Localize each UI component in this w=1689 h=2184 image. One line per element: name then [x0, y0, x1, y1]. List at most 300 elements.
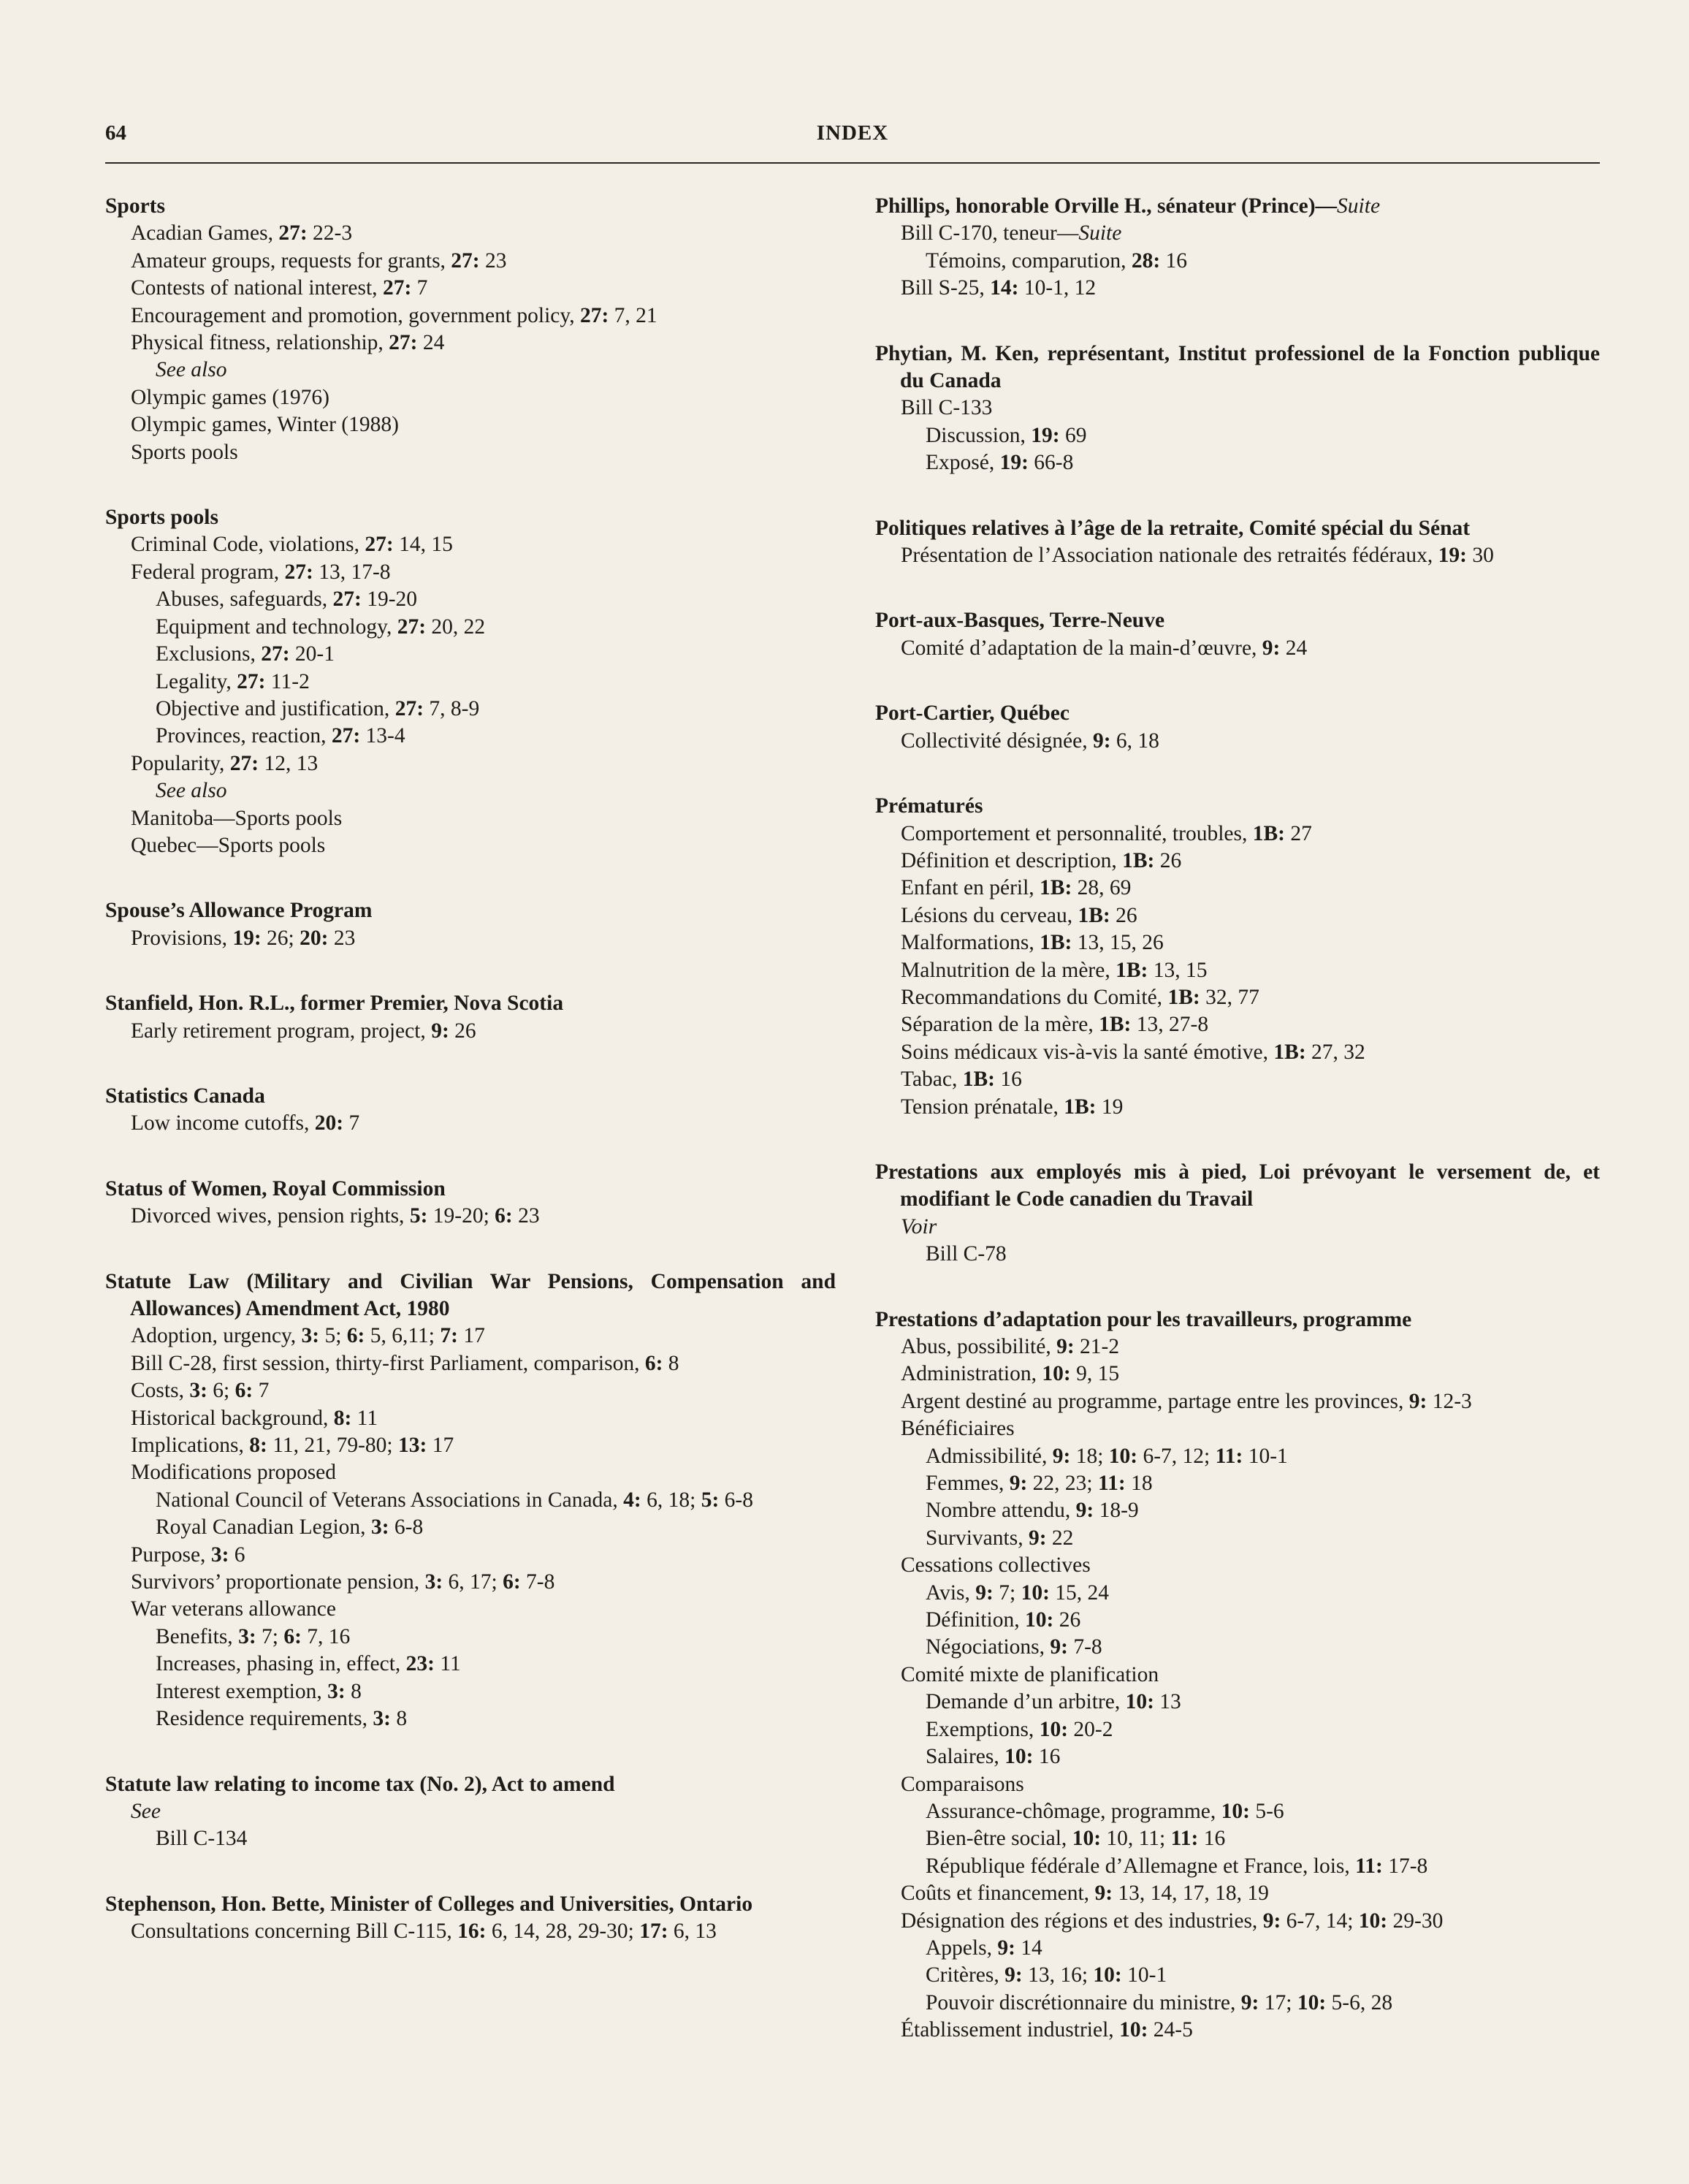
volume-ref: 3: [238, 1624, 256, 1648]
subentry-text: Nombre attendu, [926, 1499, 1076, 1523]
volume-ref: 1B: [1252, 821, 1285, 845]
index-subentry [875, 984, 1600, 1011]
subentry-text: 13, 15, 26 [1072, 931, 1164, 955]
subentry-text: Présentation de l’Association nationale des retraités fédéraux, [901, 544, 1438, 568]
index-heading-text: Statute law relating to income tax (No. 2), Act to amend [105, 1772, 615, 1796]
subentry-text: 11-2 [265, 669, 310, 693]
index-subentry [875, 929, 1600, 956]
index-subentry [875, 395, 1600, 422]
index-subentry [875, 1853, 1600, 1880]
subentry-text: 7, 21 [609, 303, 657, 327]
volume-ref: 9: [1408, 1389, 1427, 1413]
index-entry [875, 793, 1600, 1121]
subentry-text: 6, 18 [1110, 728, 1159, 753]
subentry-text: Critères, [926, 1963, 1005, 1987]
subentry-text: 27, 32 [1305, 1040, 1365, 1064]
index-subentry [875, 957, 1600, 984]
index-heading [105, 1771, 836, 1798]
volume-ref: 14: [990, 276, 1019, 300]
volume-ref: 27: [237, 669, 266, 693]
subentry-text: Avis, [926, 1580, 976, 1605]
subentry-text: 26; [261, 926, 300, 950]
subentry-text: Comité d’adaptation de la main-d’œuvre, [901, 636, 1262, 660]
subentry-text: See [131, 1799, 161, 1823]
index-heading-text: Statistics Canada [105, 1084, 265, 1108]
subentry-text: Provinces, reaction, [156, 724, 332, 748]
volume-ref: 27: [451, 248, 480, 273]
subentry-text: 20, 22 [426, 615, 486, 639]
index-subentry [105, 1487, 836, 1514]
subentry-text: Tabac, [901, 1068, 963, 1092]
volume-ref: 1B: [1078, 903, 1110, 927]
index-subentry [875, 2017, 1600, 2044]
subentry-text: Voir [901, 1214, 937, 1239]
index-heading [105, 504, 836, 531]
volume-ref: 6: [644, 1351, 663, 1375]
volume-ref: 17: [639, 1919, 668, 1944]
volume-ref: 23: [405, 1652, 435, 1676]
subentry-text: 6, 13 [668, 1919, 717, 1944]
index-subentry [105, 411, 836, 438]
subentry-text: See also [156, 779, 227, 803]
index-subentry [875, 449, 1600, 476]
volume-ref: 27: [331, 724, 361, 748]
volume-ref: 27: [278, 221, 308, 246]
subentry-text: War veterans allowance [131, 1597, 336, 1621]
volume-ref: 11: [1355, 1854, 1383, 1878]
volume-ref: 27: [382, 276, 412, 300]
volume-ref: 1B: [1099, 1013, 1132, 1037]
volume-ref: 20: [300, 926, 329, 950]
subentry-text: Federal program, [131, 560, 285, 584]
index-subentry [875, 422, 1600, 449]
volume-ref: 9: [1092, 728, 1111, 753]
subentry-text: 20-1 [289, 642, 335, 666]
index-subentry [875, 848, 1600, 875]
subentry-text: Comparaisons [901, 1772, 1024, 1796]
index-subentry [875, 1361, 1600, 1388]
index-heading-text: Port-Cartier, Québec [875, 701, 1070, 726]
volume-ref: 11: [1170, 1827, 1199, 1851]
subentry-text: 16 [1033, 1745, 1061, 1769]
index-subentry [875, 875, 1600, 902]
subentry-text: Manitoba—Sports pools [131, 806, 343, 830]
subentry-text: 11, 21, 79-80; [267, 1434, 398, 1458]
index-heading [875, 700, 1600, 727]
subentry-text: Physical fitness, relationship, [131, 331, 389, 355]
index-subentry [105, 1825, 836, 1852]
index-heading-text: Status of Women, Royal Commission [105, 1176, 446, 1201]
volume-ref: 10: [1125, 1690, 1154, 1714]
volume-ref: 6: [495, 1204, 513, 1228]
index-subentry [875, 275, 1600, 302]
subentry-text: Assurance-chômage, programme, [926, 1799, 1221, 1823]
index-heading [105, 990, 836, 1017]
index-heading [875, 193, 1600, 220]
subentry-text: Encouragement and promotion, government policy, [131, 303, 580, 327]
subentry-text: 7-8 [520, 1570, 555, 1594]
subentry-text: 24-5 [1148, 2018, 1193, 2042]
index-subentry [875, 1908, 1600, 1935]
index-subentry [105, 531, 836, 558]
subentry-text: 15, 24 [1049, 1580, 1110, 1605]
subentry-text: Divorced wives, pension rights, [131, 1204, 410, 1228]
index-subentry [105, 1018, 836, 1045]
subentry-text: Purpose, [131, 1542, 211, 1567]
index-subentry [875, 821, 1600, 848]
volume-ref: 9: [1028, 1526, 1047, 1550]
subentry-text: Adoption, urgency, [131, 1324, 302, 1348]
volume-ref: 1B: [1273, 1040, 1306, 1064]
subentry-text: Malnutrition de la mère, [901, 958, 1116, 982]
index-subentry [875, 1634, 1600, 1661]
subentry-text: 5; [319, 1324, 347, 1348]
subentry-text: 13 [1154, 1690, 1181, 1714]
index-subentry [875, 1333, 1600, 1361]
subentry-text: Séparation de la mère, [901, 1013, 1099, 1037]
volume-ref: 27: [365, 533, 394, 557]
subentry-text: 28, 69 [1072, 876, 1132, 900]
subentry-text: 6, 18; [641, 1488, 701, 1512]
index-subentry [105, 1624, 836, 1651]
index-subentry [105, 586, 836, 613]
volume-ref: 3: [210, 1542, 229, 1567]
volume-ref: 19: [1438, 544, 1467, 568]
subentry-text: 23 [479, 248, 507, 273]
volume-ref: 10: [1093, 1963, 1122, 1987]
subentry-text: 26 [449, 1019, 476, 1043]
subentry-text: 7 [343, 1111, 360, 1135]
subentry-text: 30 [1466, 544, 1494, 568]
volume-ref: 19: [1031, 423, 1060, 447]
subentry-text: 7, 8-9 [424, 696, 480, 720]
index-entry [105, 897, 836, 952]
page-header [105, 121, 1600, 153]
index-subentry [105, 357, 836, 384]
index-subentry [105, 1432, 836, 1459]
subentry-text: Equipment and technology, [156, 615, 397, 639]
subentry-text: 10-1, 12 [1018, 276, 1097, 300]
index-heading-text: Spouse’s Allowance Program [105, 899, 373, 923]
right-column [875, 193, 1600, 2082]
index-subentry [875, 1607, 1600, 1634]
subentry-text: 18; [1070, 1444, 1109, 1468]
subentry-text: Consultations concerning Bill C-115, [131, 1919, 458, 1944]
subentry-text: 26 [1053, 1608, 1081, 1632]
index-heading-text: Phytian, M. Ken, représentant, Institut professionel de la Fonction publique du Canada [875, 341, 1600, 393]
subentry-text: Désignation des régions et des industries, [901, 1909, 1263, 1933]
index-heading-text: Politiques relatives à l’âge de la retraite, Comité spécial du Sénat [875, 516, 1471, 540]
index-subentry [105, 220, 836, 247]
volume-ref: 27: [389, 331, 418, 355]
subentry-text: 32, 77 [1200, 985, 1259, 1009]
subentry-text: Argent destiné au programme, partage entre les provinces, [901, 1389, 1409, 1413]
subentry-text: Costs, [131, 1379, 190, 1403]
index-subentry [875, 1880, 1600, 1907]
subentry-text: 29-30 [1387, 1909, 1444, 1933]
left-column [105, 193, 836, 1984]
index-subentry [875, 1716, 1600, 1743]
volume-ref: 10: [1297, 1990, 1327, 2014]
index-heading [105, 1083, 836, 1110]
index-heading [105, 897, 836, 924]
index-subentry [105, 832, 836, 859]
index-subentry [105, 1110, 836, 1137]
index-subentry [875, 1443, 1600, 1470]
index-subentry [875, 1552, 1600, 1579]
subentry-text: Modifications proposed [131, 1461, 337, 1485]
subentry-text: 6, 17; [443, 1570, 503, 1594]
subentry-text: 24 [417, 331, 445, 355]
subentry-text: 23 [328, 926, 356, 950]
index-subentry [875, 1388, 1600, 1415]
subentry-text: Acadian Games, [131, 221, 279, 246]
subentry-text: 6-7, 14; [1281, 1909, 1359, 1933]
volume-ref: 27: [284, 560, 313, 584]
subentry-text: Abus, possibilité, [901, 1335, 1057, 1358]
subentry-text: 26 [1110, 903, 1137, 927]
volume-ref: 28: [1131, 248, 1161, 273]
volume-ref: 11: [1098, 1472, 1126, 1496]
index-subentry [105, 275, 836, 302]
index-entry [105, 1891, 836, 1946]
index-subentry [105, 1651, 836, 1678]
index-heading-suffix: Suite [1337, 194, 1381, 218]
index-subentry [875, 1771, 1600, 1798]
subentry-text: Bill C-133 [901, 396, 993, 420]
volume-ref: 6: [503, 1570, 521, 1594]
subentry-text: Témoins, comparution, [926, 248, 1132, 273]
volume-ref: 11: [1215, 1444, 1243, 1468]
index-heading [875, 607, 1600, 634]
subentry-text: 22 [1046, 1526, 1074, 1550]
header-rule [105, 162, 1600, 164]
index-subentry [875, 542, 1600, 569]
subentry-text: 18 [1125, 1472, 1153, 1496]
index-heading [875, 1306, 1600, 1333]
subentry-text: Low income cutoffs, [131, 1111, 315, 1135]
subentry-text: Interest exemption, [156, 1679, 328, 1703]
volume-ref: 6: [283, 1624, 302, 1648]
index-heading [875, 1159, 1600, 1214]
subentry-text: 10-1 [1243, 1444, 1288, 1468]
volume-ref: 1B: [1040, 876, 1072, 900]
index-subentry [105, 1678, 836, 1705]
subentry-text: Soins médicaux vis-à-vis la santé émotive, [901, 1040, 1274, 1064]
index-heading-text: Stanfield, Hon. R.L., former Premier, Nova Scotia [105, 992, 564, 1016]
index-subentry [105, 1596, 836, 1623]
index-entry [875, 340, 1600, 477]
volume-ref: 20: [314, 1111, 344, 1135]
index-subentry [875, 1662, 1600, 1689]
index-entry [105, 1176, 836, 1230]
subentry-text: Bill C-134 [156, 1827, 248, 1851]
subentry-text: Demande d’un arbitre, [926, 1690, 1126, 1714]
index-subentry [875, 1039, 1600, 1066]
volume-ref: 3: [189, 1379, 207, 1403]
index-heading-text: Prestations d’adaptation pour les travailleurs, programme [875, 1307, 1412, 1331]
index-entry [875, 700, 1600, 755]
subentry-text: Criminal Code, violations, [131, 533, 365, 557]
volume-ref: 9: [1075, 1499, 1094, 1523]
subentry-text: 13, 16; [1022, 1963, 1094, 1987]
index-subentry [105, 248, 836, 275]
subentry-text: Olympic games (1976) [131, 385, 329, 409]
volume-ref: 9: [1056, 1335, 1075, 1358]
subentry-text: Coûts et financement, [901, 1881, 1095, 1906]
subentry-text: Négociations, [926, 1635, 1051, 1659]
subentry-text: 12-3 [1427, 1389, 1472, 1413]
subentry-text: 18-9 [1094, 1499, 1139, 1523]
index-subentry [105, 439, 836, 466]
subentry-text: 17 [457, 1324, 485, 1348]
volume-ref: 1B: [962, 1068, 995, 1092]
subentry-text: Royal Canadian Legion, [156, 1515, 371, 1540]
subentry-text: 5, 6,11; [365, 1324, 441, 1348]
index-subentry [875, 220, 1600, 247]
index-heading [875, 340, 1600, 395]
index-subentry [875, 1094, 1600, 1121]
volume-ref: 3: [301, 1324, 320, 1348]
index-heading-text: Sports pools [105, 506, 218, 530]
index-subentry [875, 248, 1600, 275]
volume-ref: 16: [457, 1919, 487, 1944]
volume-ref: 27: [579, 303, 609, 327]
index-subentry [105, 1514, 836, 1541]
volume-ref: 7: [440, 1324, 458, 1348]
subentry-text: 12, 13 [259, 751, 319, 775]
subentry-text: 5-6 [1249, 1799, 1284, 1823]
subentry-text: 17-8 [1382, 1854, 1428, 1878]
subentry-text: 27 [1284, 821, 1312, 845]
subentry-text: Early retirement program, project, [131, 1019, 432, 1043]
volume-ref: 19: [232, 926, 262, 950]
subentry-text: 6; [207, 1379, 235, 1403]
subentry-text: République fédérale d’Allemagne et France, lois, [926, 1854, 1356, 1878]
subentry-text: See also [156, 358, 227, 382]
subentry-text: 14, 15 [393, 533, 453, 557]
index-subentry [105, 1459, 836, 1486]
volume-ref: 9: [1050, 1635, 1068, 1659]
volume-ref: 3: [327, 1679, 346, 1703]
index-heading-text: Statute Law (Military and Civilian War Pensions, Compensation and Allowances) Amendment Act, 1980 [105, 1269, 836, 1320]
subentry-text: Bill C-170, teneur— [901, 221, 1079, 246]
index-subentry [105, 641, 836, 668]
volume-ref: 3: [424, 1570, 443, 1594]
index-entry [875, 193, 1600, 303]
subentry-text: Objective and justification, [156, 696, 395, 720]
index-subentry [105, 1798, 836, 1825]
volume-ref: 1B: [1116, 958, 1148, 982]
volume-ref: 27: [394, 696, 424, 720]
subentry-text: Exemptions, [926, 1717, 1040, 1741]
subentry-text: 6-7, 12; [1137, 1444, 1216, 1468]
index-entry [875, 515, 1600, 570]
volume-ref: 10: [1004, 1745, 1034, 1769]
subentry-text: Bill S-25, [901, 276, 991, 300]
index-subentry [875, 1580, 1600, 1607]
index-subentry [105, 723, 836, 750]
subentry-text: Olympic games, Winter (1988) [131, 413, 399, 437]
subentry-text: Cessations collectives [901, 1553, 1091, 1578]
subentry-text: 17; [1259, 1990, 1297, 2014]
index-subentry [875, 1214, 1600, 1241]
index-subentry [875, 1241, 1600, 1268]
volume-ref: 3: [373, 1707, 391, 1731]
subentry-text: Amateur groups, requests for grants, [131, 248, 451, 273]
volume-ref: 27: [397, 615, 427, 639]
index-entry [105, 504, 836, 859]
index-subentry [105, 805, 836, 832]
subentry-text: 8 [345, 1679, 362, 1703]
subentry-text: 6 [229, 1542, 245, 1567]
index-entry [105, 1268, 836, 1733]
volume-ref: 19: [999, 451, 1029, 475]
subentry-text: Comportement et personnalité, troubles, [901, 821, 1253, 845]
subentry-text: Provisions, [131, 926, 233, 950]
subentry-text: 26 [1154, 848, 1182, 872]
index-subentry [105, 750, 836, 777]
volume-ref: 1B: [1122, 848, 1155, 872]
volume-ref: 1B: [1167, 985, 1200, 1009]
subentry-text: 24 [1280, 636, 1308, 660]
subentry-text: Residence requirements, [156, 1707, 373, 1731]
volume-ref: 9: [1094, 1881, 1113, 1906]
subentry-text: Bill C-28, first session, thirty-first Parliament, comparison, [131, 1351, 645, 1375]
subentry-text: Comité mixte de planification [901, 1662, 1159, 1686]
index-entry [875, 1159, 1600, 1268]
volume-ref: 9: [1240, 1990, 1259, 2014]
volume-ref: 10: [1039, 1717, 1069, 1741]
volume-ref: 10: [1042, 1362, 1071, 1386]
index-subentry [105, 384, 836, 411]
index-entry [875, 1306, 1600, 2044]
subentry-text: 10-1 [1121, 1963, 1167, 1987]
subentry-text: 8 [663, 1351, 679, 1375]
index-subentry [875, 902, 1600, 929]
subentry-text: 7 [253, 1379, 270, 1403]
subentry-text: 13, 27-8 [1131, 1013, 1209, 1037]
index-subentry [875, 1825, 1600, 1852]
index-subentry [875, 1415, 1600, 1442]
index-subentry [105, 1918, 836, 1945]
subentry-text: 69 [1059, 423, 1087, 447]
index-heading-text: Prématurés [875, 794, 983, 818]
subentry-text: Administration, [901, 1362, 1042, 1386]
index-subentry [105, 1350, 836, 1377]
subentry-text: 19 [1096, 1095, 1124, 1119]
subentry-text: Lésions du cerveau, [901, 903, 1078, 927]
subentry-text: Contests of national interest, [131, 276, 383, 300]
index-subentry [105, 330, 836, 357]
index-subentry [875, 1689, 1600, 1716]
volume-ref: 9: [1052, 1444, 1071, 1468]
subentry-text: Survivants, [926, 1526, 1029, 1550]
index-heading-text: Prestations aux employés mis à pied, Loi prévoyant le versement de, et modifiant le Code canadien du Travail [875, 1160, 1600, 1211]
index-heading-text: Stephenson, Hon. Bette, Minister of Colleges and Universities, Ontario [105, 1892, 753, 1916]
index-entry [105, 1771, 836, 1853]
volume-ref: 10: [1221, 1799, 1250, 1823]
subentry-text: 23 [512, 1204, 540, 1228]
volume-ref: 9: [997, 1936, 1015, 1960]
volume-ref: 6: [346, 1324, 365, 1348]
subentry-text: 5-6, 28 [1326, 1990, 1393, 2014]
index-subentry [875, 1497, 1600, 1524]
volume-ref: 9: [1004, 1963, 1023, 1987]
volume-ref: 10: [1025, 1608, 1054, 1632]
index-heading [105, 193, 836, 220]
index-subentry [105, 696, 836, 723]
